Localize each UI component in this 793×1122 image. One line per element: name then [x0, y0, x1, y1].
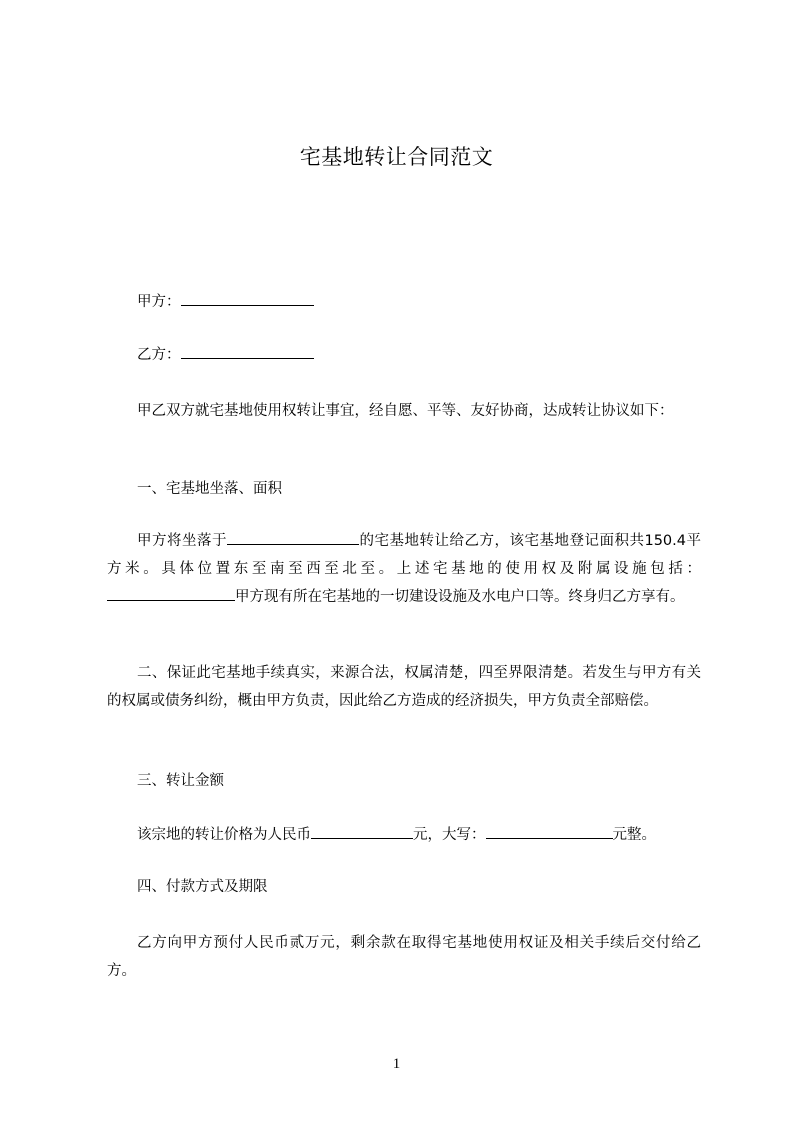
facilities-blank — [107, 586, 235, 601]
party-b-blank — [181, 344, 314, 359]
section4-heading: 四、付款方式及期限 — [137, 879, 268, 895]
section1-heading: 一、宅基地坐落、面积 — [137, 481, 282, 497]
section4-paragraph: 乙方向甲方预付人民币贰万元，剩余款在取得宅基地使用权证及相关手续后交付给乙方。 — [107, 935, 701, 979]
section1-text-part3: 甲方现有所在宅基地的一切建设设施及水电户口等。终身归乙方享有。 — [235, 589, 685, 605]
section2-paragraph: 二、保证此宅基地手续真实，来源合法，权属清楚，四至界限清楚。若发生与甲方有关的权属或债务纠纷，概由甲方负责，因此给乙方造成的经济损失，甲方负责全部赔偿。 — [107, 665, 701, 709]
price-text-part1: 该宗地的转让价格为人民币 — [137, 827, 311, 843]
price-text-part2: 元，大写： — [413, 827, 486, 843]
party-a-blank — [181, 291, 314, 306]
document-title: 宅基地转让合同范文 — [299, 145, 494, 169]
party-b-label: 乙方： — [137, 347, 181, 363]
price-number-blank — [311, 824, 413, 839]
section1-paragraph — [107, 527, 701, 611]
party-a-line — [137, 291, 731, 312]
section3-heading: 三、转让金额 — [137, 773, 224, 789]
party-b-line — [137, 344, 731, 365]
price-text-part3: 元整。 — [612, 827, 656, 843]
section1-text-part2: 的宅基地转让给乙方，该宅基地登记面积共150.4平方米。具体位置东至南至西至北至。上述宅基地的使用权及附属设施包括： — [107, 533, 701, 577]
location-blank — [227, 530, 359, 545]
section3-price-line — [137, 824, 731, 845]
intro-paragraph: 甲乙双方就宅基地使用权转让事宜，经自愿、平等、友好协商，达成转让协议如下： — [137, 403, 674, 419]
party-a-label: 甲方： — [137, 294, 181, 310]
section1-text-part1: 甲方将坐落于 — [137, 533, 227, 549]
price-words-blank — [486, 824, 613, 839]
page-number: 1 — [392, 1056, 401, 1072]
